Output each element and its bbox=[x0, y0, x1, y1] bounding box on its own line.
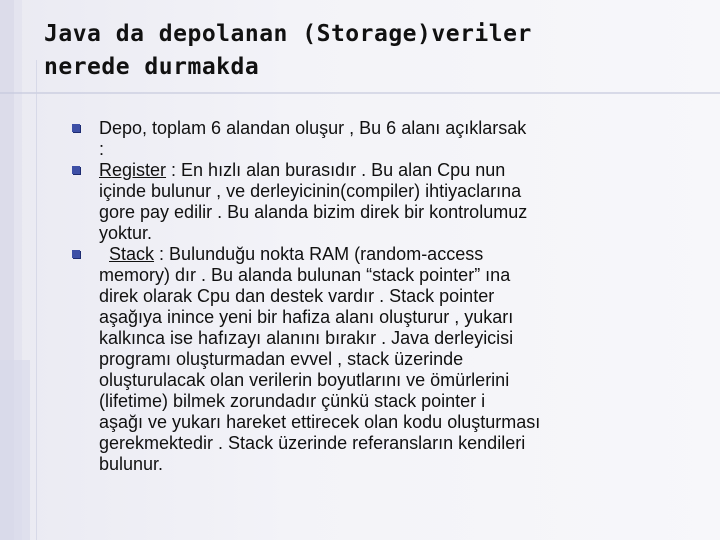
vertical-rule bbox=[36, 60, 37, 540]
stack-definition-start: : Bulunduğu nokta RAM (random-access bbox=[154, 244, 484, 264]
register-term: Register bbox=[99, 160, 167, 180]
bullet-stack bbox=[72, 244, 700, 475]
title-divider bbox=[0, 92, 720, 94]
slide-title-line-2: nerede durmakda bbox=[44, 54, 260, 80]
bullet-3-line-4: aşağıya inince yeni bir hafiza alanı oluşturur , yukarı bbox=[99, 307, 514, 327]
bullet-3-line-9: aşağı ve yukarı hareket ettirecek olan kodu oluşturması bbox=[99, 412, 541, 432]
slide-title bbox=[44, 18, 704, 84]
bullet-1-line-2: : bbox=[99, 139, 105, 159]
square-bullet-icon bbox=[72, 250, 80, 258]
bullet-3-line-5: kalkınca ise hafızayı alanını bırakır . Java derleyicisi bbox=[99, 328, 514, 348]
bullet-2-line-3: gore pay edilir . Bu alanda bizim direk bir kontrolumuz bbox=[99, 202, 528, 222]
bullet-3-line-1 bbox=[99, 244, 700, 265]
lower-left-block bbox=[0, 360, 30, 540]
bullet-3-line-8: (lifetime) bilmek zorundadır çünkü stack pointer i bbox=[99, 391, 486, 411]
stack-lead-space bbox=[99, 244, 109, 264]
square-bullet-icon bbox=[72, 166, 80, 174]
bullet-2-line-4: yoktur. bbox=[99, 223, 153, 243]
slide-title-line-1: Java da depolanan (Storage)veriler bbox=[44, 21, 532, 47]
left-band-inner bbox=[14, 0, 22, 540]
bullet-3-line-7: oluşturulacak olan verilerin boyutlarını ve ömürlerini bbox=[99, 370, 510, 390]
square-bullet-icon bbox=[72, 124, 80, 132]
bullet-3-line-10: gerekmektedir . Stack üzerinde referansların kendileri bbox=[99, 433, 526, 453]
bullet-register bbox=[72, 160, 700, 244]
bullet-3-line-3: direk olarak Cpu dan destek vardır . Stack pointer bbox=[99, 286, 495, 306]
bullet-3-line-2: memory) dır . Bu alanda bulunan “stack pointer” ına bbox=[99, 265, 511, 285]
bullet-list bbox=[72, 118, 700, 475]
bullet-3-line-11: bulunur. bbox=[99, 454, 164, 474]
bullet-2-line-1 bbox=[99, 160, 700, 181]
register-definition-start: : En hızlı alan burasıdır . Bu alan Cpu nun bbox=[166, 160, 506, 180]
bullet-storage-overview bbox=[72, 118, 700, 160]
stack-term: Stack bbox=[109, 244, 155, 264]
left-band bbox=[0, 0, 14, 540]
bullet-2-line-2: içinde bulunur , ve derleyicinin(compiler) ihtiyaclarına bbox=[99, 181, 522, 201]
bullet-3-line-6: programı oluşturmadan evvel , stack üzerinde bbox=[99, 349, 464, 369]
bullet-1-line-1: Depo, toplam 6 alandan oluşur , Bu 6 alanı açıklarsak bbox=[99, 118, 527, 138]
